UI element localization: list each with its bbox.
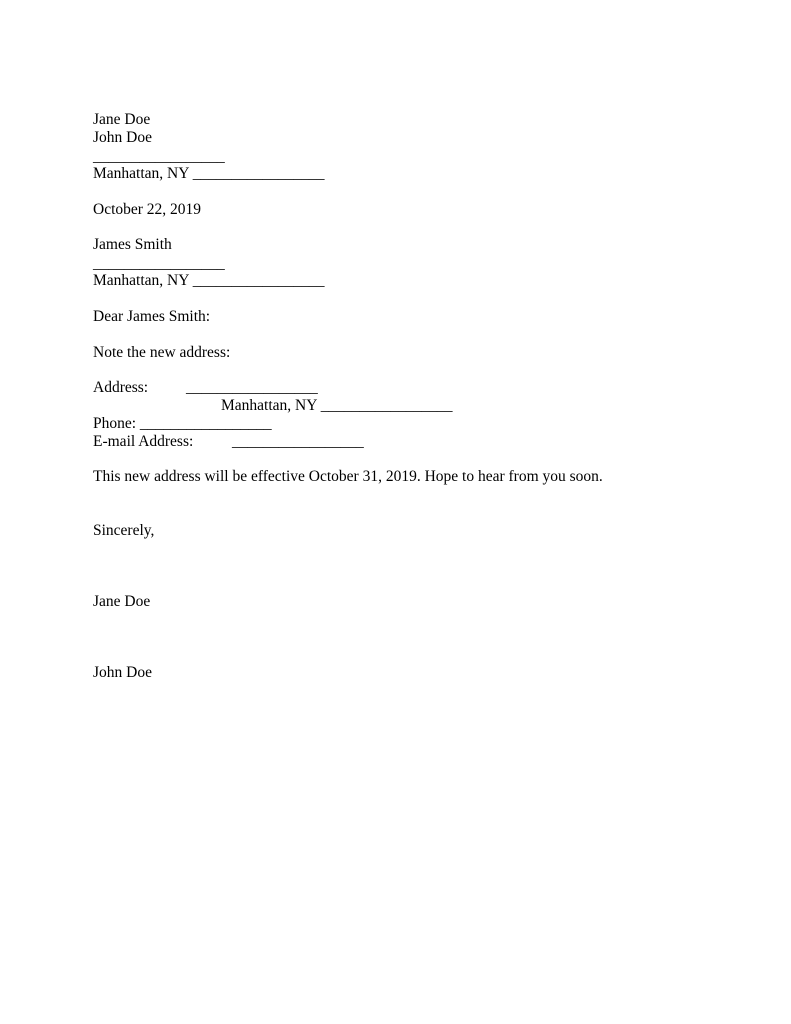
email-label: E-mail Address: [93,433,194,450]
salutation: Dear James Smith: [93,308,211,325]
address-label: Address: [93,379,149,396]
closing: Sincerely, [93,522,155,539]
email-blank: _________________ [232,433,364,450]
phone-line: Phone: _________________ [93,415,272,432]
sender-city-line: Manhattan, NY _________________ [93,165,325,182]
address-blank: _________________ [186,379,318,396]
recipient-name: James Smith [93,236,172,253]
new-city-line: Manhattan, NY _________________ [221,397,453,414]
sender-name-2: John Doe [93,129,152,146]
sender-street-blank: _________________ [93,148,225,165]
letter-date: October 22, 2019 [93,201,202,218]
signature-2: John Doe [93,664,152,681]
signature-1: Jane Doe [93,593,151,610]
intro-line: Note the new address: [93,344,231,361]
recipient-street-blank: _________________ [93,255,225,272]
recipient-city-line: Manhattan, NY _________________ [93,272,325,289]
sender-name-1: Jane Doe [93,111,151,128]
body-paragraph: This new address will be effective October 31, 2019. Hope to hear from you soon. [93,468,603,485]
